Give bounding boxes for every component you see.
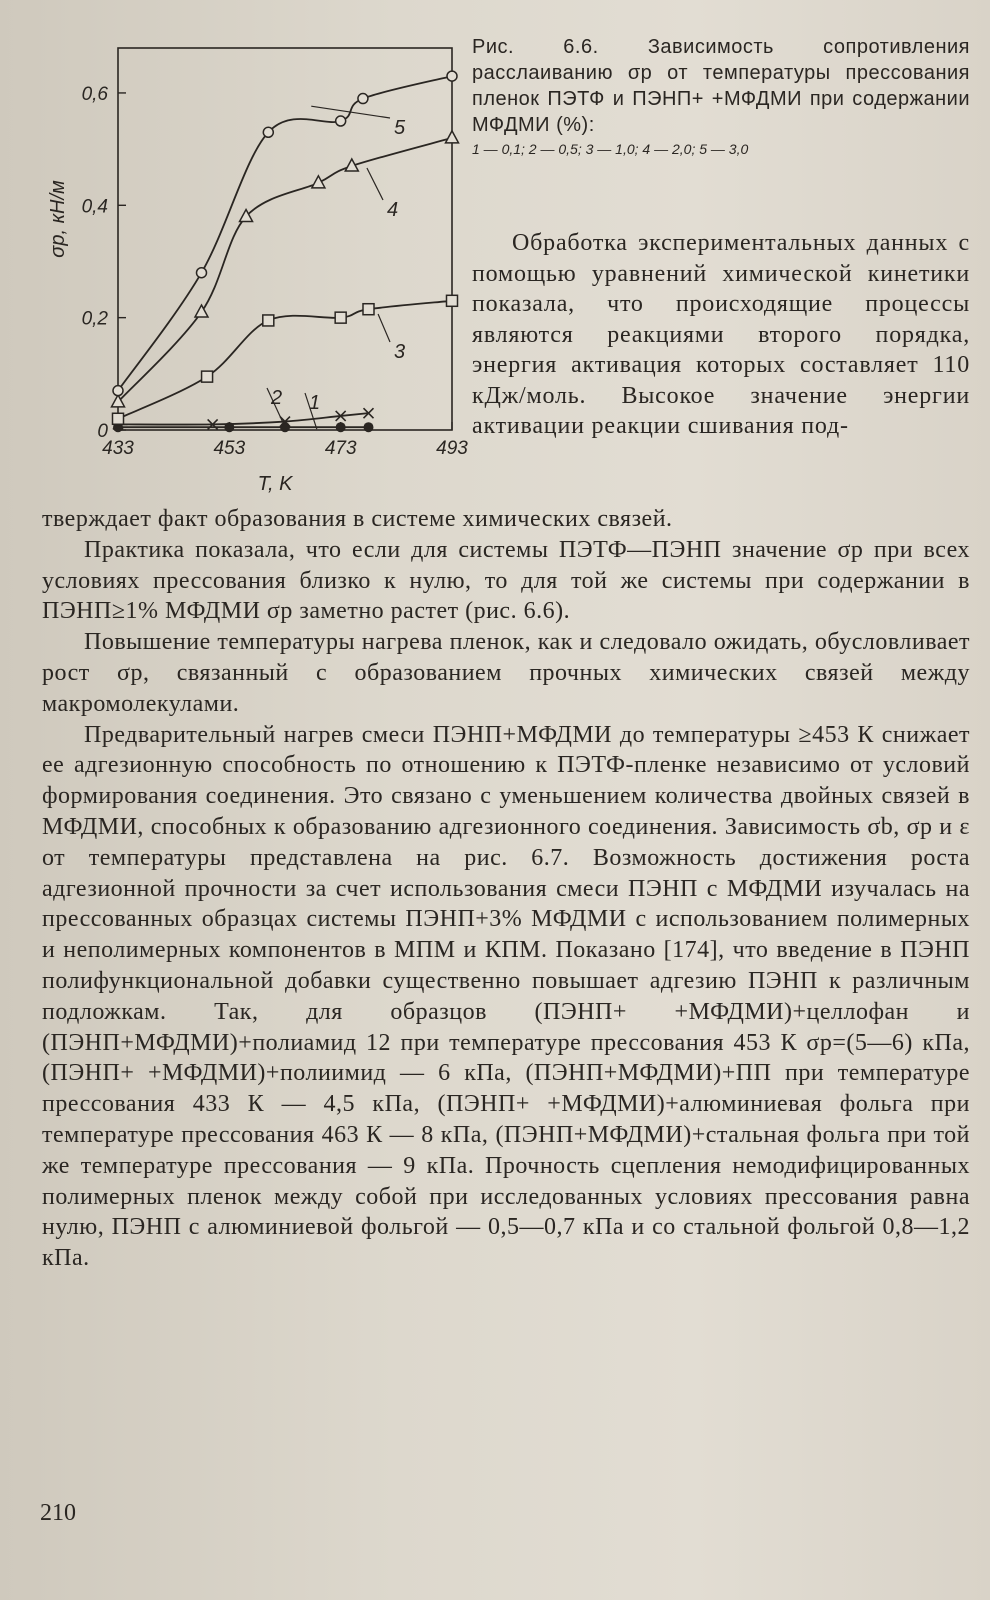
y-tick-label: 0,2 [81, 308, 108, 330]
x-tick-label: 433 [102, 438, 134, 459]
chart-markers [112, 71, 459, 432]
data-point-series-1 [280, 422, 290, 432]
y-tick-label: 0 [97, 421, 108, 442]
x-axis-label: T, K [257, 473, 293, 495]
y-tick-label: 0,6 [81, 83, 108, 105]
chart-axes [118, 48, 452, 430]
data-point-series-3 [202, 371, 213, 382]
data-point-series-3 [447, 295, 458, 306]
caption-legend: 1 — 0,1; 2 — 0,5; 3 — 1,0; 4 — 2,0; 5 — 3,0 [472, 141, 749, 157]
paragraph: Практика показала, что если для системы ПЭТФ—ПЭНП значение σр при всех условиях прессования близко к нулю, то для той же системы при содержании в ПЭНП≥1% МФДМИ σр заметно растет (рис. 6.6). [42, 536, 970, 625]
side-paragraph [472, 228, 970, 442]
series-label-4: 4 [387, 199, 399, 221]
temperature-chart [40, 38, 470, 508]
data-point-series-4 [446, 131, 459, 143]
data-point-series-5 [358, 94, 368, 104]
data-point-series-5 [113, 386, 123, 396]
y-tick-label: 0,4 [81, 196, 108, 218]
chart-labels [47, 84, 468, 495]
y-axis-label: σр, кН/м [47, 180, 69, 258]
leader-line-4 [367, 168, 383, 200]
series-label-5: 5 [394, 117, 406, 139]
data-point-series-5 [447, 71, 457, 81]
data-point-series-5 [336, 116, 346, 126]
series-label-1: 1 [309, 392, 321, 414]
x-tick-label: 493 [436, 438, 468, 459]
paragraph: тверждает факт образования в системе химических связей. [42, 506, 673, 532]
main-text [42, 504, 970, 1274]
data-point-series-3 [263, 315, 274, 326]
data-point-series-4 [195, 305, 208, 317]
x-tick-label: 473 [324, 438, 357, 459]
leader-line-3 [378, 314, 390, 342]
page-number: 210 [40, 1500, 76, 1526]
data-point-series-3 [363, 304, 374, 315]
side-paragraph-text: Обработка экспериментальных данных с помощью уравнений химической кинетики показала, что происходящие процессы являются реакциями второго порядка, энергия активация которых составляет 110 кДж/моль. Высокое значение энергии активации реакции сшивания под- [472, 230, 970, 439]
series-label-2: 2 [271, 387, 283, 409]
leader-line-5 [311, 106, 390, 118]
figure-6-6 [40, 38, 470, 508]
x-tick-label: 453 [213, 438, 246, 459]
data-point-series-1 [364, 422, 374, 432]
data-point-series-5 [263, 127, 273, 137]
series-line-2 [118, 413, 369, 424]
data-point-series-1 [336, 422, 346, 432]
paragraph: Повышение температуры нагрева пленок, как и следовало ожидать, обусловливает рост σр, связанный с образованием прочных химических связей между макромолекулами. [42, 629, 970, 717]
series-label-3: 3 [394, 341, 406, 363]
data-point-series-4 [312, 176, 325, 188]
data-point-series-5 [197, 268, 207, 278]
caption-title: Рис. 6.6. Зависимость сопротивления расслаиванию σр от температуры прессования пленок ПЭТФ и ПЭНП+ +МФДМИ при содержании МФДМИ (%): [472, 36, 970, 136]
data-point-series-3 [113, 413, 124, 424]
plot-frame [118, 48, 452, 430]
data-point-series-1 [224, 422, 234, 432]
data-point-series-3 [335, 312, 346, 323]
paragraph: Предварительный нагрев смеси ПЭНП+МФДМИ до температуры ≥453 К снижает ее адгезионную способность по отношению к ПЭТФ-пленке независимо от условий формирования соединения. Это связано с уменьшением количества двойных связей в МФДМИ, способных к образованию адгезионного соединения. Зависимость σb, σр и ε от температуры представлена на рис. 6.7. Возможность достижения роста адгезионной прочности за счет использования смеси ПЭНП с МФДМИ изучалась на прессованных образцах системы ПЭНП+3% МФДМИ с использованием полимерных и неполимерных компонентов в МПМ и КПМ. Показано [174], что введение в ПЭНП полифункциональной добавки существенно повышает адгезию ПЭНП к различным подложкам. Так, для образцов (ПЭНП+ +МФДМИ)+целлофан и (ПЭНП+МФДМИ)+полиамид 12 при температуре прессования 453 К σр=(5—6) кПа, (ПЭНП+ +МФДМИ)+полиимид — 6 кПа, (ПЭНП+МФДМИ)+ПП при температуре прессования 433 К — 4,5 кПа, (ПЭНП+ +МФДМИ)+алюминиевая фольга при температуре прессования 463 К — 8 кПа, (ПЭНП+МФДМИ)+стальная фольга при той же температуре прессования — 9 кПа. Прочность сцепления немодифицированных полимерных пленок между собой при исследованных условиях прессования равна нулю, ПЭНП с алюминиевой фольгой — 0,5—0,7 кПа и со стальной фольгой 0,8—1,2 кПа. [42, 721, 970, 1272]
figure-caption [472, 34, 970, 160]
